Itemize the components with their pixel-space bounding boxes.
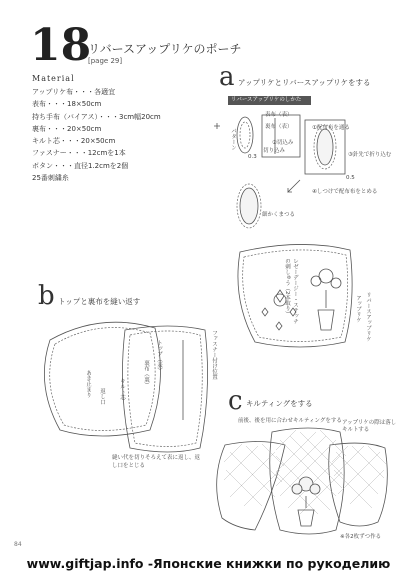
note-reverse-applique: リバースアップリケ (365, 292, 371, 342)
note-mm05: 0.5 (346, 175, 355, 181)
note-zipper-position: ファスナー付け位置 (211, 330, 217, 380)
note-quilting-bottom: ※各2枚ずつ作る (340, 534, 382, 540)
material-item: 裏布・・・20×50cm (32, 124, 102, 133)
note-seam-allowance: 縫い代を切りそろえて表に返し、返し口をとじる (112, 455, 201, 469)
material-item: ファスナー・・・12cmを1本 (32, 149, 126, 158)
note-step3: ③針先で折り込む (348, 152, 392, 158)
quilting-diagram (217, 428, 388, 534)
note-quilting-right: アップリケの際は落しキルトする (342, 420, 397, 433)
material-item: キルト芯・・・20×50cm (32, 137, 116, 146)
note-omote: 表布（表） (265, 112, 293, 118)
note-top: トップ（表） (156, 340, 162, 373)
section-a-letter: a (219, 62, 235, 92)
reverse-applique-method-label: リバースアップリケのしかた (228, 96, 311, 105)
note-quilting-top: 前後、後を用に合わせキルティングをする (238, 418, 342, 424)
section-b-label: トップと裏布を縫い返す (58, 297, 141, 306)
section-c-letter: c (228, 386, 243, 416)
note-lining: 裏布（裏） (143, 360, 149, 388)
section-c-label: キルティングをする (246, 399, 313, 408)
note-akidomari: あき止まり (85, 370, 91, 398)
note-kaeshiguchi: 返し口 (99, 388, 105, 405)
note-ura: 裏布（表） (265, 124, 293, 130)
page-number: 84 (14, 541, 22, 548)
note-kirikomi: 切り込み (263, 148, 286, 154)
material-item: 持ち手布（バイアス）・・・3cm幅20cm (32, 112, 161, 121)
materials-heading: Material (32, 74, 75, 83)
site-watermark: www.giftjap.info -Японские книжки по рукоделию (26, 556, 391, 571)
note-step4: ④しつけで配布布をとめる (312, 189, 378, 195)
material-item: 25番刺繍糸 (32, 174, 69, 183)
material-item: アップリケ布・・・各適宜 (32, 88, 116, 96)
note-applique: アップリケ (355, 295, 361, 323)
note-mm03: 0.3 (248, 154, 257, 160)
pattern-title: リバースアップリケのポーチ (88, 42, 242, 56)
note-step1: ①配布布を通る (312, 125, 350, 131)
pattern-number: 18 (30, 20, 92, 71)
material-item: ボタン・・・直径1.2cmを2個 (32, 161, 129, 170)
page-reference: [page 29] (88, 57, 123, 65)
section-b-letter: b (38, 281, 55, 311)
section-a-label: アップリケとリバースアップリケをする (238, 78, 371, 87)
note-step2: ②切込み (272, 140, 294, 146)
note-pattern: パターン (230, 128, 236, 150)
note-stitch: レゼーデージー・ステッチの刺しゅう（2本取り） (284, 258, 298, 324)
note-quilt-batting: キルト芯 (119, 378, 125, 400)
material-item: 表布・・・18×50cm (32, 100, 102, 109)
note-small: 細かくまつる (262, 212, 296, 218)
